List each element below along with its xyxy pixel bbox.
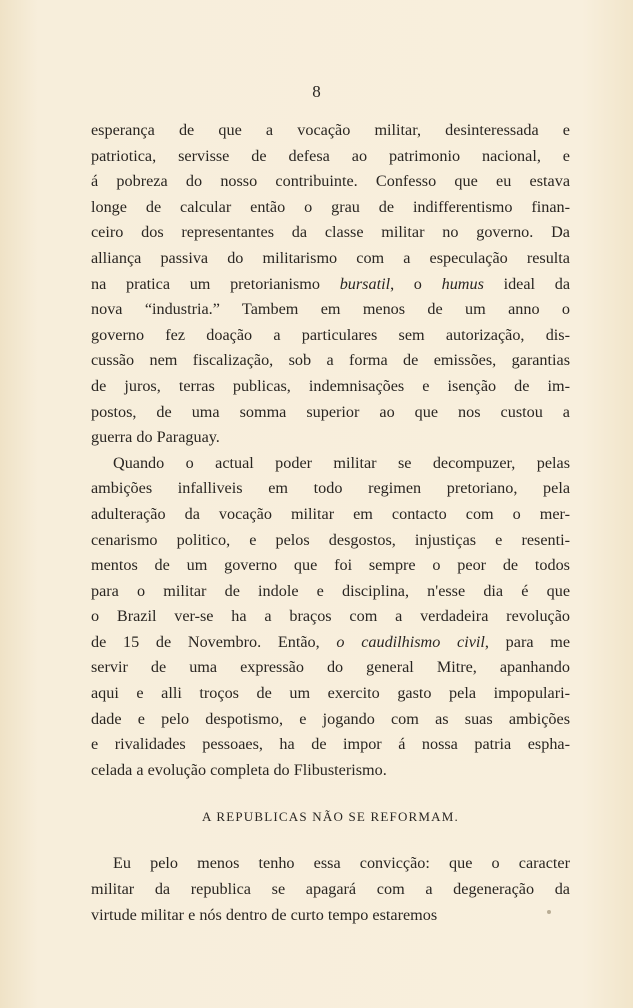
text-segment: ideal da (483, 274, 570, 293)
body-text (91, 118, 570, 928)
text-line: celada a evolução completa do Flibusterismo. (91, 760, 387, 779)
text-line: longe de calcular então o grau de indifferentismo finan- (91, 197, 570, 216)
text-line: cenarismo politico, e pelos desgostos, injustiças e resenti- (91, 530, 570, 549)
text-line: adulteração da vocação militar em contacto com o mer- (91, 504, 570, 523)
italic-phrase: o caudilhismo civil (336, 632, 485, 651)
text-line: militar da republica se apagará com a degeneração da (91, 880, 570, 899)
text-line: á pobreza do nosso contribuinte. Confesso que eu estava (91, 172, 570, 191)
text-line: alliança passiva do militarismo com a especulação resulta (91, 248, 570, 267)
text-line: guerra do Paraguay. (91, 428, 220, 447)
text-line: governo fez doação a particulares sem autorização, dis- (91, 325, 570, 344)
paragraph-2 (91, 451, 570, 784)
paragraph-1 (91, 118, 570, 451)
text-line: aqui e alli troços de um exercito gasto pela impopulari- (91, 684, 570, 703)
text-line: ambições infalliveis em todo regimen pretoriano, pela (91, 479, 570, 498)
text-line: postos, de uma somma superior ao que nos custou a (91, 402, 570, 421)
text-line: e rivalidades pessoaes, ha de impor á nossa patria espha- (91, 735, 570, 754)
text-line: virtude militar e nós dentro de curto tempo estaremos (91, 905, 438, 924)
text-segment: , para me (484, 632, 571, 651)
text-line: para o militar de indole e disciplina, n'esse dia é que (91, 581, 570, 600)
text-line: esperança de que a vocação militar, desinteressada e (91, 121, 570, 139)
text-line: cussão nem fiscalização, sob a forma de emissões, garantias (91, 351, 570, 370)
text-segment: , o (390, 274, 442, 293)
italic-phrase: bursatil (339, 274, 391, 293)
text-line: de juros, terras publicas, indemnisações e isenção de im- (91, 376, 570, 395)
section-heading: A REPUBLICAS NÃO SE REFORMAM. (202, 809, 459, 825)
text-line: Quando o actual poder militar se decompuzer, pelas (113, 453, 570, 472)
text-segment: de 15 de Novembro. Então, (91, 632, 337, 651)
text-line: patriotica, servisse de defesa ao patrimonio nacional, e (91, 146, 570, 165)
text-line: dade e pelo despotismo, e jogando com as suas ambições (91, 709, 570, 728)
text-line: ceiro dos representantes da classe militar no governo. Da (91, 223, 570, 242)
paragraph-3 (91, 851, 570, 928)
text-line: mentos de um governo que foi sempre o peor de todos (91, 556, 570, 575)
paper-speck (547, 910, 551, 914)
text-segment: na pratica um pretorianismo (91, 274, 340, 293)
text-line (91, 630, 570, 656)
italic-phrase: humus (441, 274, 484, 293)
text-line: o Brazil ver-se ha a braços com a verdadeira revolução (91, 607, 570, 626)
text-line (91, 272, 570, 298)
page-number: 8 (312, 82, 321, 101)
text-line: Eu pelo menos tenho essa convicção: que o caracter (113, 854, 570, 873)
text-line: servir de uma expressão do general Mitre, apanhando (91, 658, 570, 677)
text-line: nova “industria.” Tambem em menos de um anno o (91, 300, 570, 319)
